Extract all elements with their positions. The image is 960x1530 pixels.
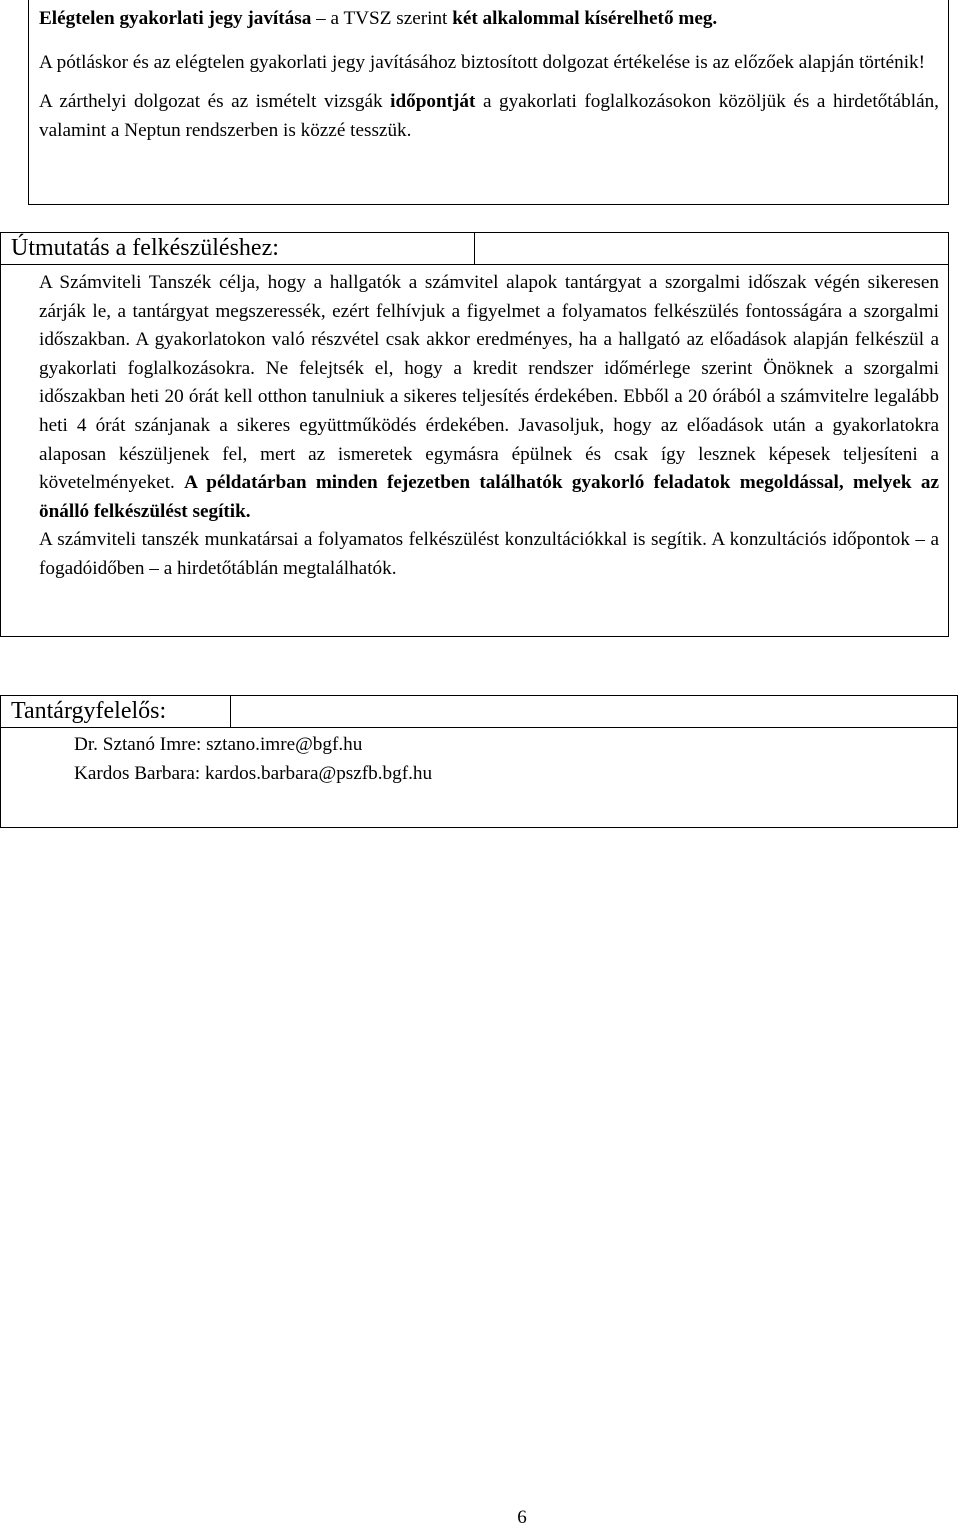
contact-sztano: Dr. Sztanó Imre: sztano.imre@bgf.hu (74, 734, 363, 755)
guide-body (1, 265, 948, 584)
responsible-heading-row (1, 696, 957, 728)
consultation-paragraph: A számviteli tanszék munkatársai a folyamatos felkészülést konzultációkkal is segítik. A konzultációs időpontok – a fogadóidőben – a hirdetőtáblán megtalálhatók. (39, 529, 939, 579)
contact-list (1, 728, 957, 788)
guide-text-bold: A példatárban minden fejezetben találhatók gyakorló feladatok megoldással, melyek az önálló felkészülést segítik. (39, 472, 939, 522)
schedule-text-end: a gyakorlati foglalkozásokon közöljük és a hirdetőtáblán, valamint a Neptun rendszerben is közzé tesszük. (39, 91, 939, 141)
guide-heading: Útmutatás a felkészüléshez: (1, 233, 475, 264)
correction-paragraph (39, 5, 939, 34)
guide-heading-row (1, 233, 948, 265)
guide-paragraph (39, 269, 939, 526)
schedule-text-start: A zárthelyi dolgozat és az ismételt vizsgák (39, 91, 391, 113)
page-number: 6 (517, 1507, 527, 1528)
responsible-heading: Tantárgyfelelős: (1, 696, 231, 727)
exam-info-box (28, 0, 949, 205)
correction-attempts: két alkalommal kísérelhető meg. (452, 8, 718, 29)
guide-text-main: A Számviteli Tanszék célja, hogy a hallgatók a számvitel alapok tantárgyat a szorgalmi időszak végén sikeresen zárják le, a tantárgyat megszeressék, ezért felhívjuk a figyelmet a folyamatos felkészülés fontosságára a szorgalmi időszakban. A gyakorlatokon való részvétel csak akkor eredményes, ha a hallgató az előadások alapján felkészül a gyakorlati foglalkozásokra. Ne felejtsék el, hogy a kredit rendszer időmérlege szerint Önöknek a szorgalmi időszakban heti 20 órát kell otthon tanulniuk a sikeres teljesítés érdekében. Ebből a 20 órából a számvitelre legalább heti 4 órát szánjanak a sikeres együttműködés érdekében. Javasoljuk, hogy az előadások után a gyakorlatokra alaposan készüljenek fel, mert az ismeretek egymásra épülnek és csak így lesznek képesek teljesíteni a követelményeket. (39, 272, 939, 494)
schedule-keyword: időpontját (390, 91, 476, 113)
correction-title: Elégtelen gyakorlati jegy javítása (39, 8, 312, 29)
preparation-guide-box (0, 232, 949, 637)
correction-rule: – a TVSZ szerint (311, 8, 453, 29)
course-responsible-box (0, 695, 958, 828)
contact-kardos: Kardos Barbara: kardos.barbara@pszfb.bgf.hu (74, 763, 433, 784)
schedule-paragraph (39, 88, 939, 145)
makeup-paragraph: A pótláskor és az elégtelen gyakorlati jegy javításához biztosított dolgozat értékelése is az előzőek alapján történik! (39, 51, 926, 73)
